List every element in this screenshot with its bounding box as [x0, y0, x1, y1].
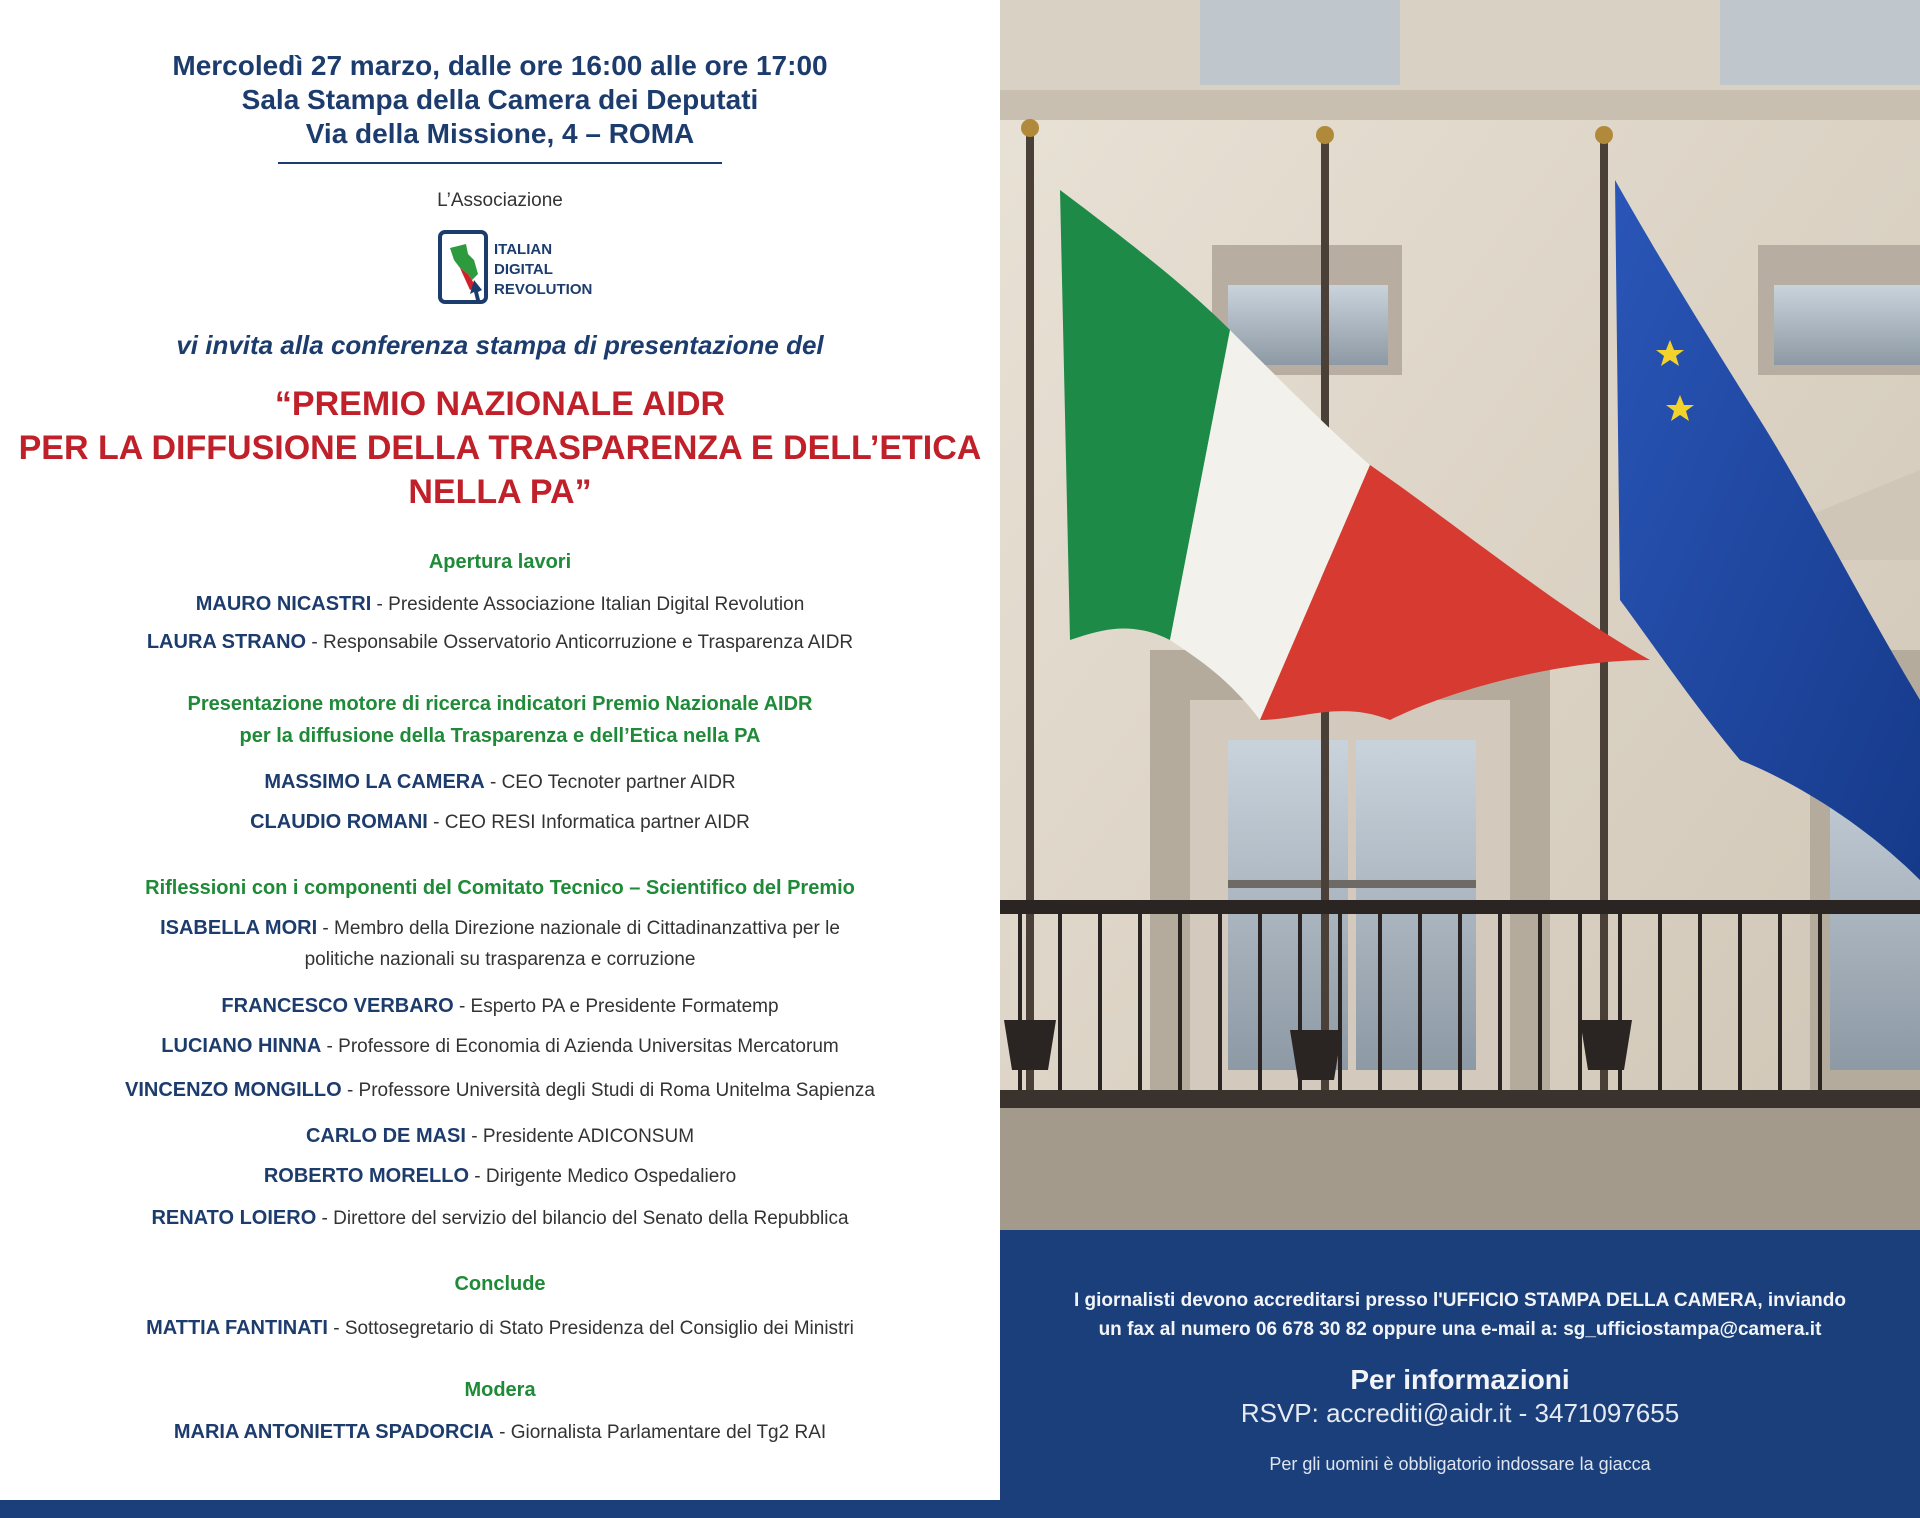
- speaker-name: CARLO DE MASI: [305, 1125, 466, 1147]
- prize-title: [0, 382, 1000, 514]
- speaker-row: [0, 1202, 1000, 1235]
- speaker-role: - Esperto PA e Presidente Formatemp: [453, 996, 779, 1017]
- speaker-name: VINCENZO MONGILLO: [125, 1079, 342, 1101]
- speaker-name: ISABELLA MORI: [160, 917, 318, 939]
- dress-code-note: Per gli uomini è obbligatorio indossare la giacca: [1269, 1454, 1651, 1474]
- speaker-role: - Responsabile Osservatorio Anticorruzione e Trasparenza AIDR: [306, 632, 854, 653]
- event-venue: Sala Stampa della Camera dei Deputati: [241, 84, 759, 115]
- rsvp-contact: RSVP: accrediti@aidr.it - 3471097655: [1240, 1398, 1680, 1428]
- speaker-row: [0, 1120, 1000, 1153]
- info-heading: Per informazioni: [1350, 1364, 1570, 1395]
- speaker-name: FRANCESCO VERBARO: [221, 995, 454, 1017]
- speaker-row: [0, 1160, 1000, 1193]
- speaker-row: [0, 1074, 1000, 1107]
- speaker-role: - Direttore del servizio del bilancio del Senato della Repubblica: [316, 1208, 849, 1229]
- speaker-name: RENATO LOIERO: [151, 1207, 317, 1229]
- speaker-role: - Presidente ADICONSUM: [465, 1126, 695, 1147]
- speaker-name: MARIA ANTONIETTA SPADORCIA: [173, 1421, 494, 1443]
- speaker-role: - CEO RESI Informatica partner AIDR: [427, 812, 750, 833]
- speaker-name: ROBERTO MORELLO: [263, 1165, 469, 1187]
- speaker-row: [0, 588, 1000, 621]
- section-presentation-2: per la diffusione della Trasparenza e dell’Etica nella PA: [239, 725, 761, 747]
- speaker-row: [0, 1416, 1000, 1449]
- prize-title-line-2: PER LA DIFFUSIONE DELLA TRASPARENZA E DELL’ETICA: [18, 429, 982, 467]
- section-reflections: Riflessioni con i componenti del Comitato Tecnico – Scientifico del Premio: [145, 877, 855, 899]
- speaker-row: [0, 912, 1000, 945]
- event-date: Mercoledì 27 marzo, dalle ore 16:00 alle ore 17:00: [172, 50, 828, 81]
- speaker-row: [0, 990, 1000, 1023]
- speaker-role: - CEO Tecnoter partner AIDR: [484, 772, 736, 793]
- association-label: L’Associazione: [437, 190, 563, 211]
- speaker-row: [0, 806, 1000, 839]
- speaker-row: [0, 626, 1000, 659]
- speaker-name: MATTIA FANTINATI: [146, 1317, 328, 1339]
- bottom-band: [0, 1500, 1920, 1518]
- speaker-role: - Presidente Associazione Italian Digital Revolution: [371, 594, 805, 615]
- section-moderates: Modera: [464, 1379, 536, 1401]
- speaker-role: - Dirigente Medico Ospedaliero: [469, 1166, 737, 1187]
- section-presentation: Presentazione motore di ricerca indicatori Premio Nazionale AIDR: [187, 693, 813, 715]
- logo-text-2: DIGITAL: [494, 261, 553, 278]
- speaker-row: [0, 766, 1000, 799]
- speaker-name: LAURA STRANO: [146, 631, 307, 653]
- section-opening: Apertura lavori: [428, 551, 572, 573]
- speaker-name: MAURO NICASTRI: [195, 593, 372, 615]
- prize-title-line-3: NELLA PA”: [408, 473, 592, 511]
- aidr-logo: [438, 230, 604, 306]
- accreditation-line-2: un fax al numero 06 678 30 82 oppure una e-mail a: sg_ufficiostampa@camera.it: [1098, 1319, 1822, 1340]
- speaker-name: LUCIANO HINNA: [161, 1035, 322, 1057]
- speaker-row: [0, 1030, 1000, 1063]
- prize-title-line-1: “PREMIO NAZIONALE AIDR: [274, 385, 726, 423]
- speaker-role: - Giornalista Parlamentare del Tg2 RAI: [493, 1422, 827, 1443]
- section-concludes: Conclude: [454, 1273, 546, 1295]
- speaker-role: - Membro della Direzione nazionale di Cittadinanzattiva per le: [317, 918, 840, 939]
- speaker-row: [0, 1312, 1000, 1345]
- event-address: Via della Missione, 4 – ROMA: [305, 118, 695, 149]
- speaker-role-continued: politiche nazionali su trasparenza e corruzione: [304, 949, 696, 970]
- speaker-role: - Professore di Economia di Azienda Universitas Mercatorum: [321, 1036, 839, 1057]
- speaker-role: - Professore Università degli Studi di Roma Unitelma Sapienza: [341, 1080, 875, 1101]
- press-info-panel: [1000, 1230, 1920, 1500]
- palazzo-flags-photo: [1000, 0, 1920, 1230]
- speaker-name: CLAUDIO ROMANI: [250, 811, 428, 833]
- logo-text-1: ITALIAN: [494, 241, 553, 258]
- logo-text-3: REVOLUTION: [494, 281, 593, 298]
- accreditation-text: [1040, 1286, 1880, 1344]
- speaker-role: - Sottosegretario di Stato Presidenza del Consiglio dei Ministri: [327, 1318, 854, 1339]
- speaker-name: MASSIMO LA CAMERA: [264, 771, 485, 793]
- accreditation-line-1: I giornalisti devono accreditarsi presso l'UFFICIO STAMPA DELLA CAMERA, inviando: [1073, 1290, 1846, 1311]
- divider: [278, 162, 722, 164]
- invite-text: vi invita alla conferenza stampa di presentazione del: [176, 330, 824, 360]
